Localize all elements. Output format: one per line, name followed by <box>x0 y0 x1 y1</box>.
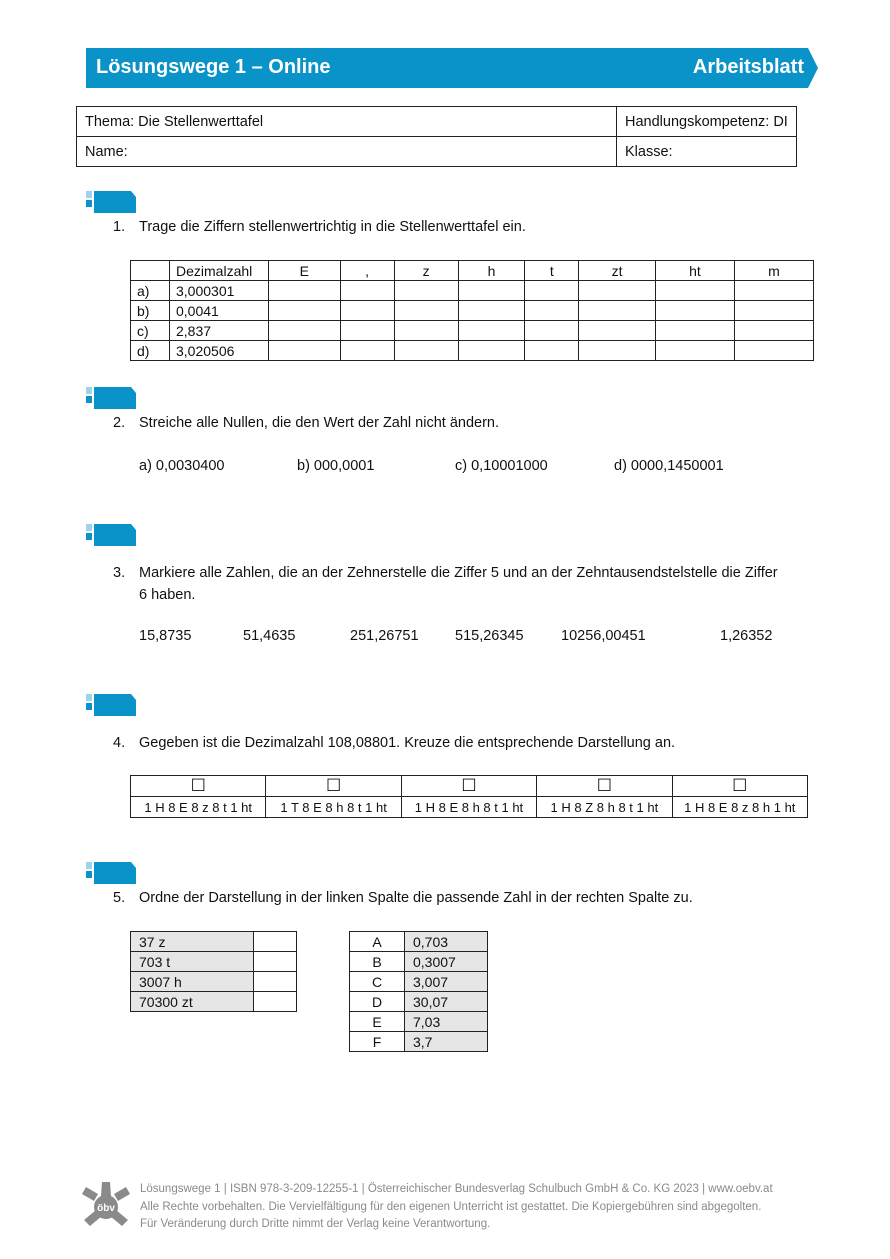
option-letter: E <box>350 1012 405 1032</box>
checkbox[interactable]: ☐ <box>131 776 266 797</box>
decimal-value: 0,0041 <box>170 301 269 321</box>
checkbox[interactable]: ☐ <box>672 776 807 797</box>
task5-text: Ordne der Darstellung in der linken Spalte die passende Zahl in der rechten Spalte zu. <box>139 890 693 906</box>
table-row <box>350 1032 488 1052</box>
representation: 703 t <box>131 952 254 972</box>
answer-cell[interactable] <box>254 972 297 992</box>
option-value: 3,007 <box>405 972 488 992</box>
checkbox[interactable]: ☐ <box>266 776 401 797</box>
table-row <box>131 952 297 972</box>
task5-number: 5. <box>113 890 126 906</box>
answer-cell[interactable] <box>269 341 341 361</box>
task4-text: Gegeben ist die Dezimalzahl 108,08801. Kreuze die entsprechende Darstellung an. <box>139 735 676 751</box>
table-row <box>350 932 488 952</box>
column-header: zt <box>579 261 656 281</box>
place-value-table <box>130 260 814 361</box>
checkbox[interactable]: ☐ <box>537 776 672 797</box>
task3-number: 3. <box>113 565 126 581</box>
answer-cell[interactable] <box>579 281 656 301</box>
table-row <box>350 1012 488 1032</box>
column-header: h <box>458 261 525 281</box>
answer-cell[interactable] <box>254 932 297 952</box>
decimal-value: 3,000301 <box>170 281 269 301</box>
task3-question <box>113 562 813 606</box>
task5-question <box>113 887 813 909</box>
answer-cell[interactable] <box>655 341 734 361</box>
answer-cell[interactable] <box>525 281 579 301</box>
number-item[interactable]: 1,26352 <box>720 628 773 644</box>
column-header: Dezimalzahl <box>170 261 269 281</box>
class-field[interactable]: Klasse: <box>617 137 797 167</box>
representation: 37 z <box>131 932 254 952</box>
option-value: 0,703 <box>405 932 488 952</box>
section-marker-icon <box>86 524 136 548</box>
option-letter: A <box>350 932 405 952</box>
answer-cell[interactable] <box>394 301 458 321</box>
matching-left-table <box>130 931 297 1012</box>
topic-cell: Thema: Die Stellenwerttafel <box>77 107 617 137</box>
answer-cell[interactable] <box>254 952 297 972</box>
task2-number: 2. <box>113 415 126 431</box>
footer-line1: Lösungswege 1 | ISBN 978-3-209-12255-1 | Österreichischer Bundesverlag Schulbuch GmbH & Co. KG 2023 | www.oebv.at <box>140 1183 773 1195</box>
answer-cell[interactable] <box>734 281 813 301</box>
answer-cell[interactable] <box>655 301 734 321</box>
number-item[interactable]: 251,26751 <box>350 628 419 644</box>
header-banner <box>86 48 818 88</box>
answer-cell[interactable] <box>734 321 813 341</box>
answer-cell[interactable] <box>655 281 734 301</box>
info-table <box>76 106 797 167</box>
table-row <box>131 972 297 992</box>
row-label: d) <box>131 341 170 361</box>
task4-number: 4. <box>113 735 126 751</box>
column-header: ht <box>655 261 734 281</box>
option-letter: C <box>350 972 405 992</box>
answer-cell[interactable] <box>579 301 656 321</box>
answer-cell[interactable] <box>734 301 813 321</box>
answer-cell[interactable] <box>458 341 525 361</box>
competence-cell: Handlungskompetenz: DI <box>617 107 797 137</box>
representation: 3007 h <box>131 972 254 992</box>
table-row <box>350 952 488 972</box>
option-label: 1 H 8 E 8 h 8 t 1 ht <box>401 797 536 818</box>
option-label: 1 H 8 Z 8 h 8 t 1 ht <box>537 797 672 818</box>
option-letter: B <box>350 952 405 972</box>
number-item[interactable]: 51,4635 <box>243 628 296 644</box>
header-doc-type: Arbeitsblatt <box>692 56 804 78</box>
answer-cell[interactable] <box>525 301 579 321</box>
answer-cell[interactable] <box>254 992 297 1012</box>
task4-question <box>113 732 813 754</box>
number-item[interactable]: b) 000,0001 <box>297 458 375 474</box>
oebv-logo-icon <box>80 1180 132 1232</box>
decimal-value: 3,020506 <box>170 341 269 361</box>
answer-cell[interactable] <box>394 281 458 301</box>
answer-cell[interactable] <box>579 341 656 361</box>
section-marker-icon <box>86 862 136 886</box>
number-item[interactable]: c) 0,10001000 <box>455 458 548 474</box>
answer-cell[interactable] <box>340 341 394 361</box>
answer-cell[interactable] <box>579 321 656 341</box>
task3-text-line2: 6 haben. <box>139 587 196 603</box>
number-item[interactable]: 15,8735 <box>139 628 192 644</box>
answer-cell[interactable] <box>269 301 341 321</box>
number-item[interactable]: d) 0000,1450001 <box>614 458 724 474</box>
option-value: 30,07 <box>405 992 488 1012</box>
answer-cell[interactable] <box>340 301 394 321</box>
answer-cell[interactable] <box>340 281 394 301</box>
option-label: 1 H 8 E 8 z 8 h 1 ht <box>672 797 807 818</box>
row-label: b) <box>131 301 170 321</box>
table-row <box>131 992 297 1012</box>
representation: 70300 zt <box>131 992 254 1012</box>
option-value: 7,03 <box>405 1012 488 1032</box>
task1-text: Trage die Ziffern stellenwertrichtig in die Stellenwerttafel ein. <box>139 219 526 235</box>
section-marker-icon <box>86 387 136 411</box>
answer-cell[interactable] <box>269 321 341 341</box>
answer-cell[interactable] <box>458 321 525 341</box>
answer-cell[interactable] <box>458 281 525 301</box>
task1-question <box>113 216 813 238</box>
answer-cell[interactable] <box>394 341 458 361</box>
answer-cell[interactable] <box>394 321 458 341</box>
table-row <box>350 972 488 992</box>
table-corner-cell <box>131 261 170 281</box>
answer-cell[interactable] <box>655 321 734 341</box>
name-field[interactable]: Name: <box>77 137 617 167</box>
decimal-value: 2,837 <box>170 321 269 341</box>
svg-text:öbv: öbv <box>97 1203 115 1214</box>
matching-right-table <box>349 931 488 1052</box>
number-item[interactable]: 515,26345 <box>455 628 524 644</box>
table-row <box>131 932 297 952</box>
answer-cell[interactable] <box>525 321 579 341</box>
table-row <box>350 992 488 1012</box>
task2-question <box>113 412 813 434</box>
column-header: , <box>340 261 394 281</box>
task3-text-line1: Markiere alle Zahlen, die an der Zehnerstelle die Ziffer 5 und an der Zehntausendstelstelle die Ziffer <box>139 565 778 581</box>
options-table <box>130 775 808 818</box>
footer-line2: Alle Rechte vorbehalten. Die Vervielfältigung für den eigenen Unterricht ist gestattet. Die Kopiergebühren sind abgegolten. <box>140 1200 762 1213</box>
table-row <box>131 321 814 341</box>
column-header: m <box>734 261 813 281</box>
header-title: Lösungswege 1 – Online <box>96 56 331 78</box>
task1-number: 1. <box>113 219 126 235</box>
column-header: E <box>269 261 341 281</box>
number-item[interactable]: a) 0,0030400 <box>139 458 225 474</box>
option-label: 1 T 8 E 8 h 8 t 1 ht <box>266 797 401 818</box>
table-header-row <box>131 261 814 281</box>
row-label: c) <box>131 321 170 341</box>
column-header: t <box>525 261 579 281</box>
footer <box>140 1181 840 1234</box>
option-label: 1 H 8 E 8 z 8 t 1 ht <box>131 797 266 818</box>
section-marker-icon <box>86 694 136 718</box>
task2-text: Streiche alle Nullen, die den Wert der Zahl nicht ändern. <box>139 415 500 431</box>
checkbox[interactable]: ☐ <box>401 776 536 797</box>
table-row <box>131 341 814 361</box>
option-letter: F <box>350 1032 405 1052</box>
table-row <box>131 301 814 321</box>
option-value: 3,7 <box>405 1032 488 1052</box>
option-letter: D <box>350 992 405 1012</box>
answer-cell[interactable] <box>269 281 341 301</box>
footer-line3: Für Veränderung durch Dritte nimmt der Verlag keine Verantwortung. <box>140 1218 491 1230</box>
answer-cell[interactable] <box>734 341 813 361</box>
answer-cell[interactable] <box>525 341 579 361</box>
table-row <box>131 281 814 301</box>
column-header: z <box>394 261 458 281</box>
option-value: 0,3007 <box>405 952 488 972</box>
row-label: a) <box>131 281 170 301</box>
answer-cell[interactable] <box>458 301 525 321</box>
answer-cell[interactable] <box>340 321 394 341</box>
number-item[interactable]: 10256,00451 <box>561 628 646 644</box>
section-marker-icon <box>86 191 136 215</box>
